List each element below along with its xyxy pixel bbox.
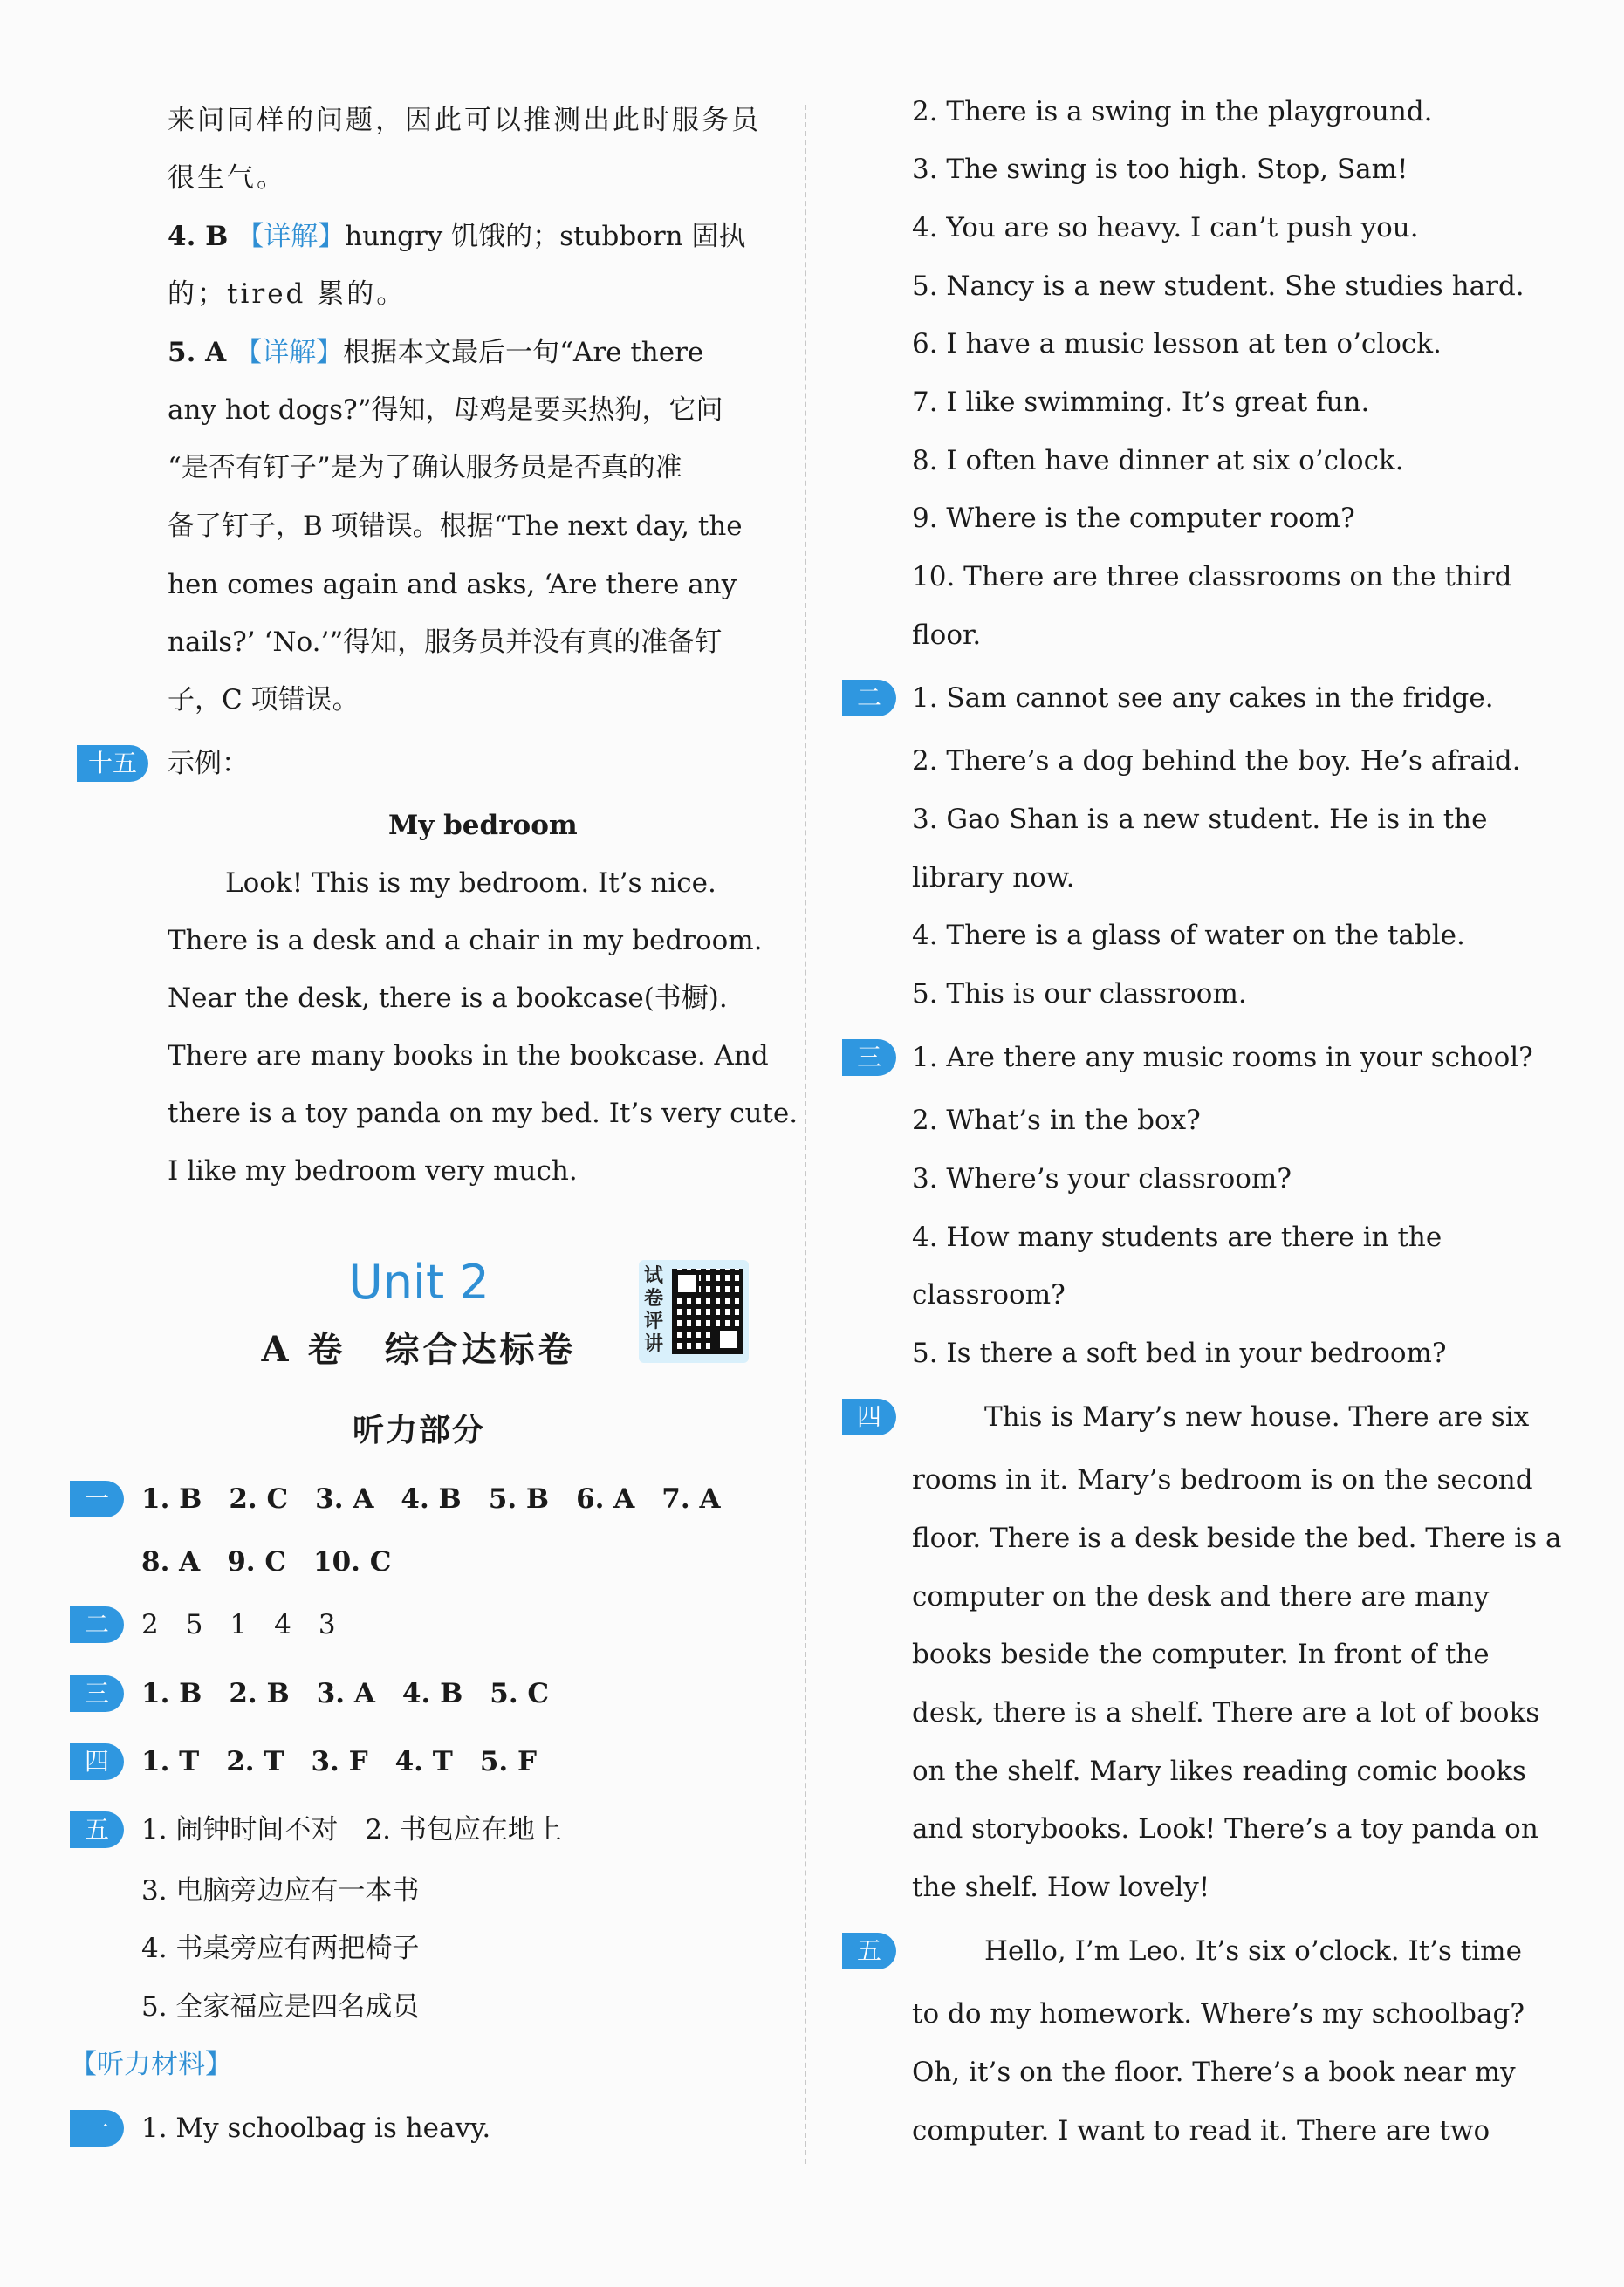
passage-line: This is Mary’s new house. There are six bbox=[984, 1401, 1530, 1433]
text-line: 备了钉子，B 项错误。根据“The next day, the bbox=[168, 510, 743, 542]
answer-line: 1. 闹钟时间不对 2. 书包应在地上 bbox=[141, 1814, 562, 1845]
column-divider bbox=[805, 105, 806, 2164]
volume-title: A 卷 综合达标卷 bbox=[261, 1329, 577, 1370]
material-line: 3. Where’s your classroom? bbox=[912, 1163, 1292, 1195]
answer-tab-2: 二 bbox=[70, 1606, 124, 1643]
material-line: 8. I often have dinner at six o’clock. bbox=[912, 445, 1404, 476]
material-label: 【听力材料】 bbox=[70, 2049, 232, 2080]
material-line: floor. bbox=[912, 620, 982, 651]
material-line: 4. You are so heavy. I can’t push you. bbox=[912, 212, 1419, 243]
text-line: 的；tired 累的。 bbox=[168, 278, 407, 310]
answer-tab-1: 一 bbox=[70, 1481, 124, 1517]
answer-line: 1. B 2. B 3. A 4. B 5. C bbox=[141, 1678, 550, 1709]
material-line: 5. Is there a soft bed in your bedroom? bbox=[912, 1338, 1447, 1369]
material-line: 9. Where is the computer room? bbox=[912, 503, 1355, 534]
material-line: 1. Are there any music rooms in your school? bbox=[912, 1042, 1533, 1073]
text-line: 很生气。 bbox=[168, 162, 286, 194]
material-tab-4: 四 bbox=[842, 1399, 896, 1435]
passage-line: Oh, it’s on the floor. There’s a book near my bbox=[912, 2057, 1516, 2088]
answer-tab-4: 四 bbox=[70, 1743, 124, 1780]
passage-line: computer on the desk and there are many bbox=[912, 1581, 1490, 1613]
answer-tab-5: 五 bbox=[70, 1811, 124, 1848]
material-line: library now. bbox=[912, 862, 1075, 894]
passage-line: to do my homework. Where’s my schoolbag? bbox=[912, 1998, 1525, 2030]
text-line: nails?’ ‘No.’”得知，服务员并没有真的准备钉 bbox=[168, 627, 723, 658]
essay-line: There are many books in the bookcase. And bbox=[168, 1040, 769, 1072]
material-line: classroom? bbox=[912, 1279, 1066, 1311]
answer-4 bbox=[168, 219, 745, 254]
material-tab-3: 三 bbox=[842, 1039, 896, 1076]
material-line: 2. There’s a dog behind the boy. He’s afraid. bbox=[912, 745, 1521, 777]
material-line: 1. Sam cannot see any cakes in the fridge. bbox=[912, 682, 1494, 714]
answer-line: 2 5 1 4 3 bbox=[141, 1609, 336, 1640]
answer-number: 4. B bbox=[168, 221, 229, 252]
essay-line: Look! This is my bedroom. It’s nice. bbox=[225, 867, 716, 899]
answer-tab-3: 三 bbox=[70, 1675, 124, 1712]
answer-line: 8. A 9. C 10. C bbox=[141, 1546, 392, 1578]
essay-line: there is a toy panda on my bed. It’s very cute. bbox=[168, 1098, 798, 1129]
material-line: 1. My schoolbag is heavy. bbox=[141, 2112, 491, 2144]
passage-line: Hello, I’m Leo. It’s six o’clock. It’s time bbox=[984, 1935, 1522, 1967]
answer-text: hungry 饥饿的；stubborn 固执 bbox=[345, 221, 746, 252]
section-title: 听力部分 bbox=[352, 1413, 485, 1448]
answer-number: 5. A bbox=[168, 337, 227, 368]
essay-title: My bedroom bbox=[388, 810, 578, 841]
answer-line: 3. 电脑旁边应有一本书 bbox=[141, 1875, 420, 1907]
material-tab-1: 一 bbox=[70, 2110, 124, 2147]
passage-line: desk, there is a shelf. There are a lot of books bbox=[912, 1697, 1540, 1729]
answer-5 bbox=[168, 335, 703, 370]
qr-code-box[interactable] bbox=[639, 1260, 749, 1363]
answer-line: 4. 书桌旁应有两把椅子 bbox=[141, 1933, 420, 1964]
passage-line: the shelf. How lovely! bbox=[912, 1872, 1210, 1903]
passage-line: and storybooks. Look! There’s a toy panda on bbox=[912, 1813, 1538, 1845]
passage-line: books beside the computer. In front of the bbox=[912, 1639, 1490, 1670]
passage-line: floor. There is a desk beside the bed. There is a bbox=[912, 1523, 1562, 1554]
material-line: 2. There is a swing in the playground. bbox=[912, 96, 1433, 127]
essay-line: I like my bedroom very much. bbox=[168, 1155, 578, 1187]
material-tab-5: 五 bbox=[842, 1933, 896, 1969]
text-line: 来问同样的问题，因此可以推测出此时服务员 bbox=[168, 105, 761, 136]
answer-line: 1. B 2. C 3. A 4. B 5. B 6. A 7. A bbox=[141, 1483, 721, 1515]
answer-line: 1. T 2. T 3. F 4. T 5. F bbox=[141, 1746, 537, 1777]
text-line: 子，C 项错误。 bbox=[168, 684, 360, 716]
material-line: 4. How many students are there in the bbox=[912, 1222, 1442, 1253]
text-line: any hot dogs?”得知，母鸡是要买热狗，它问 bbox=[168, 394, 723, 426]
detail-tag: 【详解】 bbox=[235, 337, 344, 368]
passage-line: rooms in it. Mary’s bedroom is on the second bbox=[912, 1464, 1533, 1496]
section-tab-15: 十五 bbox=[77, 745, 148, 782]
material-line: 5. This is our classroom. bbox=[912, 978, 1247, 1010]
material-line: 6. I have a music lesson at ten o’clock. bbox=[912, 328, 1442, 359]
qr-code-icon bbox=[672, 1269, 743, 1354]
material-tab-2: 二 bbox=[842, 680, 896, 716]
passage-line: computer. I want to read it. There are two bbox=[912, 2115, 1490, 2147]
answer-line: 5. 全家福应是四名成员 bbox=[141, 1991, 420, 2023]
material-line: 5. Nancy is a new student. She studies hard. bbox=[912, 270, 1525, 302]
essay-line: Near the desk, there is a bookcase(书橱). bbox=[168, 983, 728, 1014]
material-line: 7. I like swimming. It’s great fun. bbox=[912, 387, 1370, 418]
answer-text: 根据本文最后一句“Are there bbox=[343, 337, 704, 368]
detail-tag: 【详解】 bbox=[236, 221, 346, 252]
material-line: 3. Gao Shan is a new student. He is in the bbox=[912, 804, 1488, 835]
material-line: 2. What’s in the box? bbox=[912, 1105, 1201, 1136]
material-line: 3. The swing is too high. Stop, Sam! bbox=[912, 154, 1408, 185]
text-line: “是否有钉子”是为了确认服务员是否真的准 bbox=[168, 452, 682, 483]
passage-line: on the shelf. Mary likes reading comic books bbox=[912, 1756, 1526, 1787]
unit-title: Unit 2 bbox=[348, 1255, 490, 1310]
text-line: hen comes again and asks, ‘Are there any bbox=[168, 569, 737, 600]
qr-label: 试卷评讲 bbox=[644, 1265, 664, 1355]
essay-line: There is a desk and a chair in my bedroom. bbox=[168, 925, 763, 956]
material-line: 4. There is a glass of water on the table. bbox=[912, 920, 1465, 951]
material-line: 10. There are three classrooms on the third bbox=[912, 561, 1512, 592]
example-label: 示例： bbox=[168, 748, 249, 779]
